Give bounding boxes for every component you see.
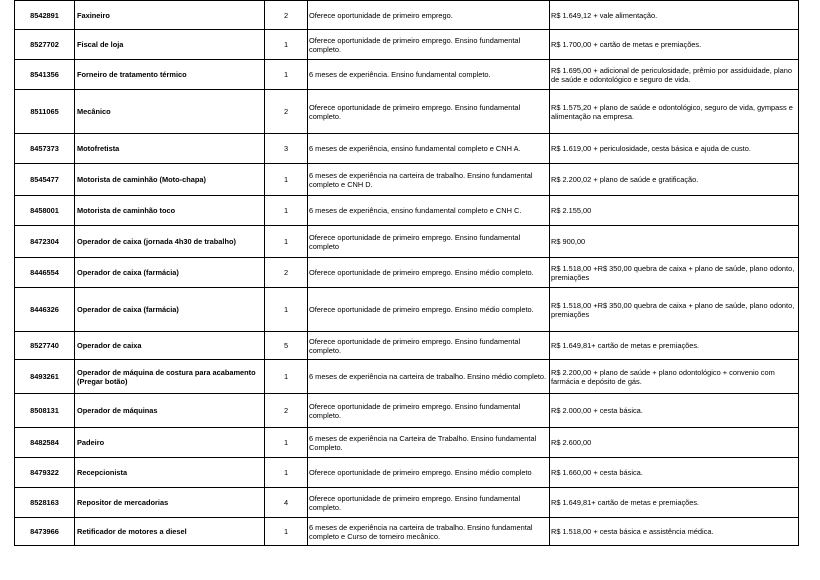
requirements-cell: 6 meses de experiência na carteira de trabalho. Ensino fundamental completo e CNH D. bbox=[308, 164, 550, 196]
job-title-cell: Retificador de motores a diesel bbox=[75, 518, 265, 546]
table-row bbox=[15, 60, 799, 90]
vacancy-count-cell: 1 bbox=[265, 60, 308, 90]
table-row bbox=[15, 458, 799, 488]
table-row bbox=[15, 1, 799, 30]
job-title-cell: Motorista de caminhão (Moto-chapa) bbox=[75, 164, 265, 196]
table-row bbox=[15, 196, 799, 226]
job-title-cell: Operador de caixa (farmácia) bbox=[75, 258, 265, 288]
salary-cell: R$ 1.518,00 + cesta básica e assistência médica. bbox=[550, 518, 799, 546]
vacancy-count-cell: 1 bbox=[265, 428, 308, 458]
salary-cell: R$ 1.575,20 + plano de saúde e odontológico, seguro de vida, gympass e alimentação na empresa. bbox=[550, 90, 799, 134]
job-title-cell: Faxineiro bbox=[75, 1, 265, 30]
vacancy-count-cell: 1 bbox=[265, 458, 308, 488]
requirements-cell: Oferece oportunidade de primeiro emprego. Ensino fundamental completo. bbox=[308, 488, 550, 518]
requirements-cell: Oferece oportunidade de primeiro emprego. Ensino médio completo. bbox=[308, 288, 550, 332]
requirements-cell: 6 meses de experiência na Carteira de Trabalho. Ensino fundamental Completo. bbox=[308, 428, 550, 458]
salary-cell: R$ 1.695,00 + adicional de periculosidade, prêmio por assiduidade, plano de saúde e odontológico e seguro de vida. bbox=[550, 60, 799, 90]
vacancy-count-cell: 4 bbox=[265, 488, 308, 518]
table-row bbox=[15, 164, 799, 196]
requirements-cell: 6 meses de experiência na carteira de trabalho. Ensino fundamental completo e Curso de torneiro mecânico. bbox=[308, 518, 550, 546]
vacancy-count-cell: 1 bbox=[265, 226, 308, 258]
job-title-cell: Operador de caixa (jornada 4h30 de trabalho) bbox=[75, 226, 265, 258]
vacancy-count-cell: 2 bbox=[265, 394, 308, 428]
requirements-cell: 6 meses de experiência. Ensino fundamental completo. bbox=[308, 60, 550, 90]
requirements-cell: Oferece oportunidade de primeiro emprego. Ensino fundamental completo. bbox=[308, 90, 550, 134]
salary-cell: R$ 900,00 bbox=[550, 226, 799, 258]
salary-cell: R$ 1.619,00 + periculosidade, cesta básica e ajuda de custo. bbox=[550, 134, 799, 164]
salary-cell: R$ 1.660,00 + cesta básica. bbox=[550, 458, 799, 488]
salary-cell: R$ 1.649,81+ cartão de metas e premiações. bbox=[550, 488, 799, 518]
job-title-cell: Motorista de caminhão toco bbox=[75, 196, 265, 226]
salary-cell: R$ 1.518,00 +R$ 350,00 quebra de caixa + plano de saúde, plano odonto, premiações bbox=[550, 258, 799, 288]
job-code-cell: 8527702 bbox=[15, 30, 75, 60]
job-code-cell: 8511065 bbox=[15, 90, 75, 134]
table-row bbox=[15, 90, 799, 134]
job-title-cell: Operador de máquina de costura para acabamento (Pregar botão) bbox=[75, 360, 265, 394]
requirements-cell: Oferece oportunidade de primeiro emprego. Ensino fundamental completo. bbox=[308, 332, 550, 360]
vacancy-count-cell: 5 bbox=[265, 332, 308, 360]
job-code-cell: 8446326 bbox=[15, 288, 75, 332]
job-title-cell: Recepcionista bbox=[75, 458, 265, 488]
job-title-cell: Motofretista bbox=[75, 134, 265, 164]
requirements-cell: 6 meses de experiência, ensino fundamental completo e CNH A. bbox=[308, 134, 550, 164]
job-title-cell: Mecânico bbox=[75, 90, 265, 134]
table-row bbox=[15, 360, 799, 394]
vacancy-count-cell: 1 bbox=[265, 30, 308, 60]
requirements-cell: 6 meses de experiência, ensino fundamental completo e CNH C. bbox=[308, 196, 550, 226]
job-code-cell: 8482584 bbox=[15, 428, 75, 458]
table-row bbox=[15, 518, 799, 546]
table-row bbox=[15, 288, 799, 332]
vacancy-count-cell: 1 bbox=[265, 518, 308, 546]
table-row bbox=[15, 258, 799, 288]
vacancy-count-cell: 2 bbox=[265, 258, 308, 288]
job-title-cell: Operador de caixa bbox=[75, 332, 265, 360]
table-row bbox=[15, 428, 799, 458]
job-code-cell: 8493261 bbox=[15, 360, 75, 394]
salary-cell: R$ 1.649,81+ cartão de metas e premiações. bbox=[550, 332, 799, 360]
job-code-cell: 8528163 bbox=[15, 488, 75, 518]
vacancy-count-cell: 1 bbox=[265, 196, 308, 226]
salary-cell: R$ 2.600,00 bbox=[550, 428, 799, 458]
table-row bbox=[15, 134, 799, 164]
salary-cell: R$ 1.518,00 +R$ 350,00 quebra de caixa + plano de saúde, plano odonto, premiações bbox=[550, 288, 799, 332]
job-code-cell: 8541356 bbox=[15, 60, 75, 90]
table-row bbox=[15, 488, 799, 518]
table-row bbox=[15, 30, 799, 60]
job-code-cell: 8527740 bbox=[15, 332, 75, 360]
table-row bbox=[15, 332, 799, 360]
job-title-cell: Operador de caixa (farmácia) bbox=[75, 288, 265, 332]
requirements-cell: Oferece oportunidade de primeiro emprego. Ensino médio completo bbox=[308, 458, 550, 488]
job-code-cell: 8545477 bbox=[15, 164, 75, 196]
vacancy-count-cell: 3 bbox=[265, 134, 308, 164]
requirements-cell: Oferece oportunidade de primeiro emprego. Ensino médio completo. bbox=[308, 258, 550, 288]
job-title-cell: Operador de máquinas bbox=[75, 394, 265, 428]
job-listings-body bbox=[15, 1, 799, 546]
salary-cell: R$ 2.000,00 + cesta básica. bbox=[550, 394, 799, 428]
salary-cell: R$ 1.649,12 + vale alimentação. bbox=[550, 1, 799, 30]
salary-cell: R$ 2.155,00 bbox=[550, 196, 799, 226]
requirements-cell: Oferece oportunidade de primeiro emprego. Ensino fundamental completo. bbox=[308, 394, 550, 428]
requirements-cell: Oferece oportunidade de primeiro emprego. bbox=[308, 1, 550, 30]
salary-cell: R$ 2.200,02 + plano de saúde e gratificação. bbox=[550, 164, 799, 196]
job-code-cell: 8508131 bbox=[15, 394, 75, 428]
requirements-cell: Oferece oportunidade de primeiro emprego. Ensino fundamental completo. bbox=[308, 30, 550, 60]
salary-cell: R$ 2.200,00 + plano de saúde + plano odontológico + convenio com farmácia e depósito de gás. bbox=[550, 360, 799, 394]
vacancy-count-cell: 1 bbox=[265, 360, 308, 394]
vacancy-count-cell: 2 bbox=[265, 1, 308, 30]
job-code-cell: 8446554 bbox=[15, 258, 75, 288]
job-title-cell: Repositor de mercadorias bbox=[75, 488, 265, 518]
job-code-cell: 8479322 bbox=[15, 458, 75, 488]
table-row bbox=[15, 394, 799, 428]
job-title-cell: Padeiro bbox=[75, 428, 265, 458]
vacancy-count-cell: 2 bbox=[265, 90, 308, 134]
vacancy-count-cell: 1 bbox=[265, 164, 308, 196]
job-code-cell: 8457373 bbox=[15, 134, 75, 164]
job-title-cell: Forneiro de tratamento térmico bbox=[75, 60, 265, 90]
job-listings-table bbox=[14, 0, 799, 546]
vacancy-count-cell: 1 bbox=[265, 288, 308, 332]
requirements-cell: Oferece oportunidade de primeiro emprego. Ensino fundamental completo bbox=[308, 226, 550, 258]
job-title-cell: Fiscal de loja bbox=[75, 30, 265, 60]
job-code-cell: 8472304 bbox=[15, 226, 75, 258]
table-row bbox=[15, 226, 799, 258]
job-code-cell: 8473966 bbox=[15, 518, 75, 546]
salary-cell: R$ 1.700,00 + cartão de metas e premiações. bbox=[550, 30, 799, 60]
job-code-cell: 8458001 bbox=[15, 196, 75, 226]
requirements-cell: 6 meses de experiência na carteira de trabalho. Ensino médio completo. bbox=[308, 360, 550, 394]
job-code-cell: 8542891 bbox=[15, 1, 75, 30]
